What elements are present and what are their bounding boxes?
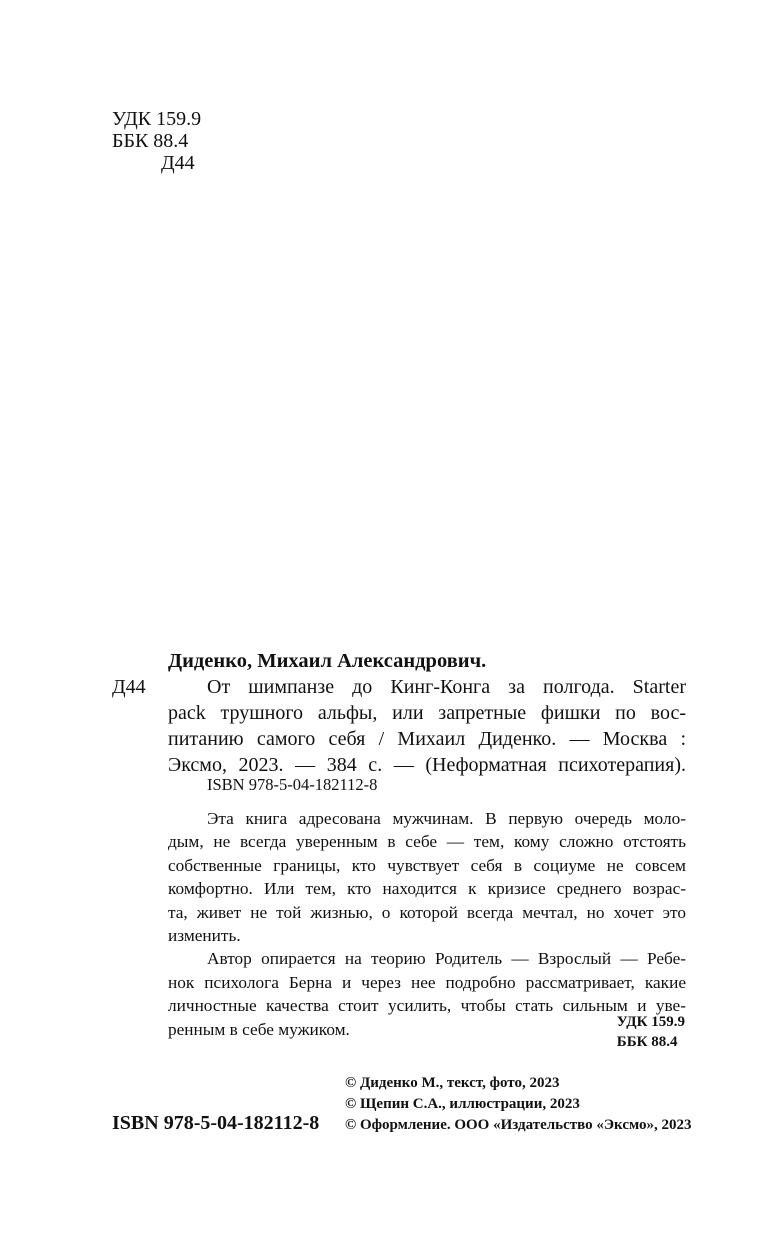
- copyright-block: [345, 1073, 692, 1136]
- footer-bbk: ББК 88.4: [616, 1034, 678, 1050]
- annotation-line: дым, не всегда уверенным в себе — тем, кому сложно отстоять: [168, 832, 686, 852]
- annotation-line: нок психолога Берна и через нее подробно рассматривает, какие: [168, 972, 686, 992]
- annotation: [168, 807, 686, 1041]
- author-mark: Д44: [161, 152, 195, 174]
- bbk-code: ББК 88.4: [112, 130, 189, 152]
- copyright-line: © Диденко М., текст, фото, 2023: [345, 1075, 560, 1091]
- annotation-line: комфортно. Или тем, кто находится к кризисе среднего возрас-: [168, 879, 686, 899]
- entry-line: Эксмо, 2023. — 384 с. — (Неформатная психотерапия).: [168, 754, 686, 776]
- annotation-line: ренным в себе мужиком.: [168, 1019, 350, 1039]
- bibliographic-entry: [168, 674, 686, 778]
- annotation-line: та, живет не той жизнью, о которой всегда мечтал, но хочет это: [168, 902, 686, 922]
- copyright-line: © Щепин С.А., иллюстрации, 2023: [345, 1096, 580, 1112]
- classification-block: [112, 108, 201, 174]
- annotation-line: Автор опирается на теорию Родитель — Взрослый — Ребе-: [207, 949, 686, 969]
- annotation-line: Эта книга адресована мужчинам. В первую очередь моло-: [207, 809, 686, 828]
- entry-line: питанию самого себя / Михаил Диденко. — Москва :: [168, 728, 686, 750]
- annotation-line: личностные качества стоит усилить, чтобы стать сильным и уве-: [168, 996, 686, 1016]
- isbn-entry: ISBN 978-5-04-182112-8: [207, 775, 378, 794]
- annotation-line: собственные границы, кто чувствует себя в социуме не совсем: [168, 855, 686, 875]
- entry-line: От шимпанзе до Кинг-Конга за полгода. Starter: [207, 676, 686, 698]
- entry-line: pack трушного альфы, или запретные фишки по вос-: [168, 702, 686, 724]
- annotation-line: изменить.: [168, 926, 241, 946]
- isbn-main: ISBN 978-5-04-182112-8: [112, 1112, 320, 1134]
- udk-code: УДК 159.9: [112, 108, 202, 130]
- author-mark-side: Д44: [112, 676, 146, 698]
- copyright-line: © Оформление. ООО «Издательство «Эксмо», 2023: [345, 1117, 692, 1133]
- author-name: Диденко, Михаил Александрович.: [168, 650, 487, 672]
- footer-udk: УДК 159.9: [616, 1014, 685, 1030]
- footer-classification: [617, 1012, 685, 1052]
